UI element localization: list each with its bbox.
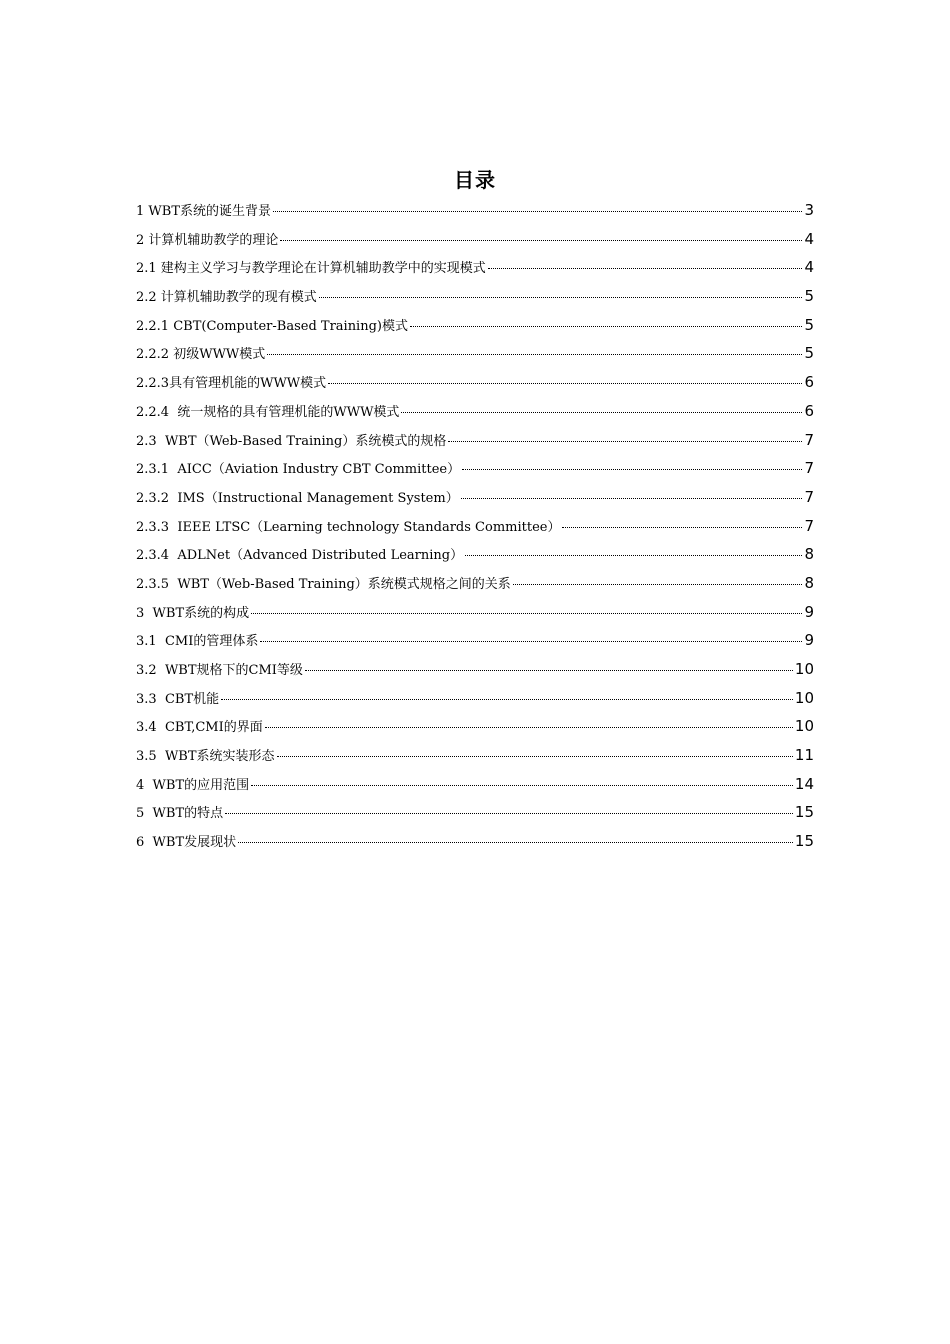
- toc-leader-dots: [225, 813, 793, 814]
- toc-leader-dots: [251, 613, 802, 614]
- toc-entry-text: 2.3.5 WBT（Web-Based Training）系统模式规格之间的关系: [136, 576, 511, 592]
- toc-leader-dots: [462, 469, 802, 470]
- toc-entry-text: 3.5 WBT系统实装形态: [136, 749, 275, 765]
- toc-entry-page: 7: [804, 430, 814, 449]
- toc-entry[interactable]: [136, 655, 814, 684]
- toc-entry-page: 15: [794, 803, 814, 822]
- toc-entry-text: 2.2.1 CBT(Computer-Based Training)模式: [136, 318, 408, 334]
- toc-list: [136, 196, 814, 856]
- toc-entry-page: 8: [804, 573, 814, 592]
- toc-entry[interactable]: [136, 512, 814, 541]
- toc-entry-text: 3.4 CBT,CMI的界面: [136, 720, 263, 736]
- toc-entry-page: 9: [804, 602, 814, 621]
- toc-entry-text: 1 WBT系统的诞生背景: [136, 204, 271, 219]
- toc-leader-dots: [448, 441, 802, 442]
- toc-entry-page: 7: [804, 459, 814, 478]
- toc-leader-dots: [267, 354, 802, 355]
- toc-entry[interactable]: [136, 798, 814, 827]
- toc-entry-text: 2.2.2 初级WWW模式: [136, 347, 266, 363]
- toc-entry-page: 6: [804, 401, 814, 420]
- toc-entry-page: 15: [794, 832, 814, 851]
- toc-entry-text: 3.2 WBT规格下的CMI等级: [136, 663, 303, 678]
- toc-entry[interactable]: [136, 569, 814, 598]
- toc-leader-dots: [273, 211, 802, 212]
- toc-entry-text: 3.3 CBT机能: [136, 691, 220, 707]
- toc-entry-text: 3 WBT系统的构成: [136, 605, 250, 621]
- toc-entry[interactable]: [136, 225, 814, 254]
- toc-entry-page: 7: [804, 487, 814, 506]
- toc-leader-dots: [410, 326, 802, 327]
- toc-entry-text: 2.2.4 统一规格的具有管理机能的WWW模式: [136, 404, 400, 420]
- toc-entry[interactable]: [136, 712, 814, 741]
- toc-entry-text: 2.1 建构主义学习与教学理论在计算机辅助教学中的实现模式: [136, 261, 486, 277]
- toc-entry-text: 2.2 计算机辅助教学的现有模式: [136, 290, 317, 306]
- toc-entry[interactable]: [136, 626, 814, 655]
- toc-entry-page: 8: [804, 545, 814, 564]
- toc-leader-dots: [265, 727, 793, 728]
- toc-entry-text: 2.3.4 ADLNet（Advanced Distributed Learning）: [136, 548, 464, 564]
- toc-entry[interactable]: [136, 311, 814, 340]
- toc-leader-dots: [461, 498, 803, 499]
- toc-entry-page: 10: [794, 717, 814, 736]
- toc-leader-dots: [305, 670, 793, 671]
- toc-entry-text: 4 WBT的应用范围: [136, 777, 250, 793]
- toc-entry-page: 4: [804, 258, 814, 277]
- toc-leader-dots: [221, 699, 793, 700]
- toc-leader-dots: [488, 268, 803, 269]
- toc-entry[interactable]: [136, 253, 814, 282]
- toc-leader-dots: [562, 527, 802, 528]
- toc-leader-dots: [328, 383, 802, 384]
- toc-entry-page: 5: [804, 344, 814, 363]
- toc-entry-page: 7: [804, 516, 814, 535]
- toc-entry-page: 4: [804, 229, 814, 248]
- toc-entry[interactable]: [136, 770, 814, 799]
- toc-entry[interactable]: [136, 196, 814, 225]
- toc-entry[interactable]: [136, 598, 814, 627]
- toc-entry[interactable]: [136, 741, 814, 770]
- toc-leader-dots: [513, 584, 803, 585]
- toc-title: 目录: [454, 168, 496, 192]
- toc-leader-dots: [401, 412, 802, 413]
- toc-entry[interactable]: [136, 540, 814, 569]
- toc-entry-text: 2.3.2 IMS（Instructional Management System）: [136, 490, 459, 506]
- toc-entry[interactable]: [136, 339, 814, 368]
- toc-entry[interactable]: [136, 397, 814, 426]
- toc-entry[interactable]: [136, 368, 814, 397]
- toc-entry-page: 5: [804, 287, 814, 306]
- toc-entry[interactable]: [136, 684, 814, 713]
- toc-entry-page: 5: [804, 315, 814, 334]
- toc-entry[interactable]: [136, 426, 814, 455]
- toc-leader-dots: [465, 555, 802, 556]
- toc-entry-text: 6 WBT发展现状: [136, 835, 237, 851]
- toc-entry-text: 2.3 WBT（Web-Based Training）系统模式的规格: [136, 433, 447, 449]
- toc-leader-dots: [251, 785, 793, 786]
- toc-entry-page: 6: [804, 373, 814, 392]
- toc-entry-text: 2.2.3具有管理机能的WWW模式: [136, 376, 327, 392]
- toc-entry-page: 10: [794, 660, 814, 678]
- toc-entry-text: 2.3.1 AICC（Aviation Industry CBT Committee）: [136, 462, 461, 478]
- toc-entry-text: 2.3.3 IEEE LTSC（Learning technology Standards Committee）: [136, 519, 561, 535]
- toc-entry-text: 5 WBT的特点: [136, 806, 224, 822]
- toc-entry-text: 2 计算机辅助教学的理论: [136, 232, 279, 248]
- toc-entry[interactable]: [136, 282, 814, 311]
- toc-entry[interactable]: [136, 827, 814, 856]
- toc-leader-dots: [260, 641, 802, 642]
- toc-entry-page: 10: [794, 688, 814, 707]
- toc-entry-page: 9: [804, 631, 814, 650]
- toc-leader-dots: [280, 240, 802, 241]
- toc-entry-text: 3.1 CMI的管理体系: [136, 634, 259, 650]
- toc-entry-page: 3: [804, 201, 814, 219]
- toc-entry-page: 11: [794, 746, 814, 765]
- toc-leader-dots: [238, 842, 793, 843]
- toc-entry[interactable]: [136, 483, 814, 512]
- toc-entry[interactable]: [136, 454, 814, 483]
- toc-leader-dots: [319, 297, 803, 298]
- toc-leader-dots: [277, 756, 793, 757]
- toc-entry-page: 14: [794, 774, 814, 793]
